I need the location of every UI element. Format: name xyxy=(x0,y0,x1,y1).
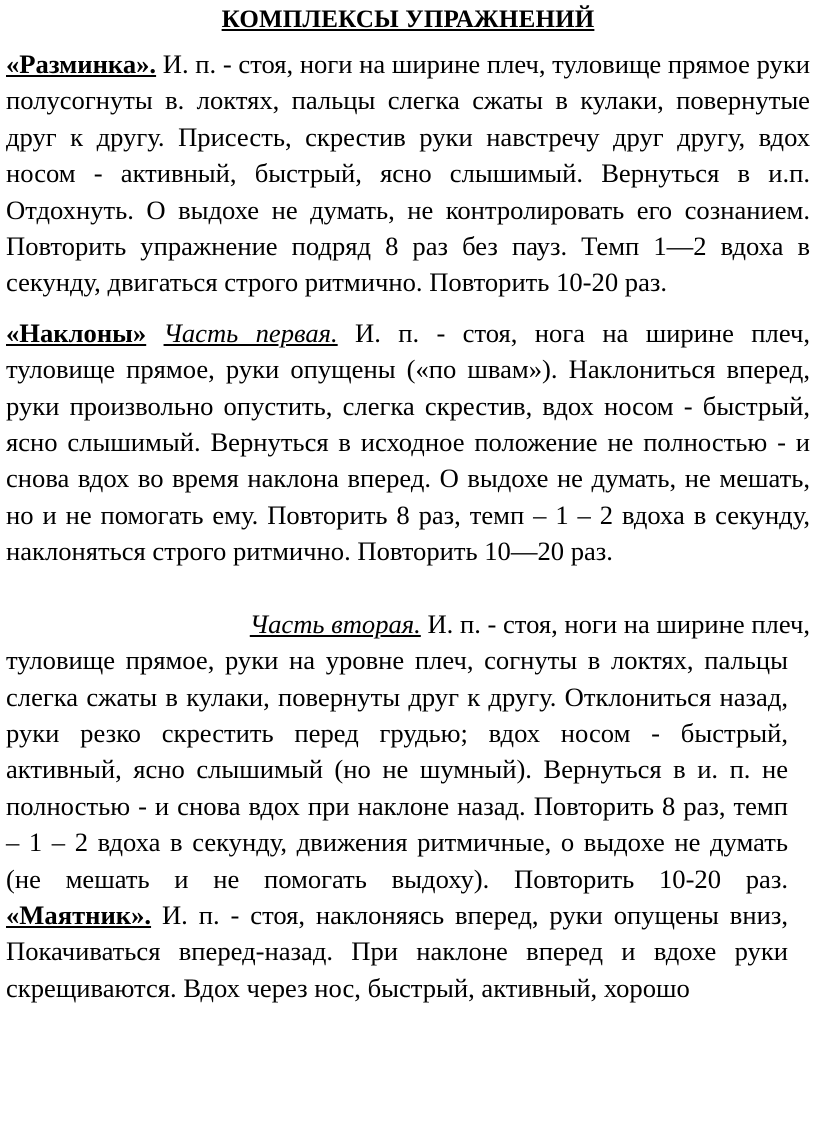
part-two-label: Часть вторая. xyxy=(249,608,421,639)
page-title: КОМПЛЕКСЫ УПРАЖНЕНИЙ xyxy=(221,6,595,33)
heading-warmup: «Разминка». xyxy=(6,49,157,79)
warmup-text: И. п. - стоя, ноги на ширине плеч, туловище прямое руки полусогнуты в. локтях, пальцы слегка сжаты в кулаки, повернутые друг к другу. Присесть, скрестив руки навстречу друг другу, вдох носом - активный, быстрый, ясно слышимый. Вернуться в и.п. Отдохнуть. О выдохе не думать, не контролировать его сознанием. Повторить упражнение подряд 8 раз без пауз. Темп 1—2 вдоха в секунду, двигаться строго ритмично. Повторить 10-20 раз. xyxy=(6,49,810,298)
part-one-label: Часть первая. xyxy=(163,317,338,348)
paragraph-bends-part-one xyxy=(6,315,810,570)
part-two-lead-text: И. п. - стоя, ноги на ширине плеч, xyxy=(427,608,810,639)
bends-part-two-text: туловище прямое, руки на уровне плеч, согнуты в локтях, пальцы слегка сжаты в кулаки, повернуты друг к другу. Отклониться назад, руки резко скрестить перед грудью; вдох носом - быстрый, активный, ясно слышимый (но не шумный). Вернуться в и. п. не полностью - и снова вдох при наклоне назад. Повторить 8 раз, темп – 1 – 2 вдоха в секунду, движения ритмичные, о выдохе не думать (не мешать и не помогать выдоху). Повторить 10-20 раз. xyxy=(6,645,788,894)
heading-bends: «Наклоны» xyxy=(6,317,147,348)
heading-pendulum: «Маятник». xyxy=(6,899,152,930)
bends-part-one-text: И. п. - стоя, нога на ширине плеч, туловище прямое, руки опущены («по швам»). Наклониться вперед, руки произвольно опустить, слегка скрестив, вдох носом - быстрый, ясно слышимый. Вернуться в исходное положение не полностью - и снова вдох во время наклона вперед. О выдохе не думать, не мешать, но и не помогать ему. Повторить 8 раз, темп – 1 – 2 вдоха в секунду, наклоняться строго ритмично. Повторить 10—20 раз. xyxy=(6,317,810,567)
part-two-lead-line xyxy=(6,606,810,642)
paragraph-warmup xyxy=(6,46,810,301)
pendulum-text: И. п. - стоя, наклоняясь вперед, руки опущены вниз, Покачиваться вперед-назад. При наклоне вперед и вдохе руки скрещиваются. Вдох через нос, быстрый, активный, хорошо xyxy=(6,899,788,1003)
paragraph-bends-part-two xyxy=(6,606,810,1006)
